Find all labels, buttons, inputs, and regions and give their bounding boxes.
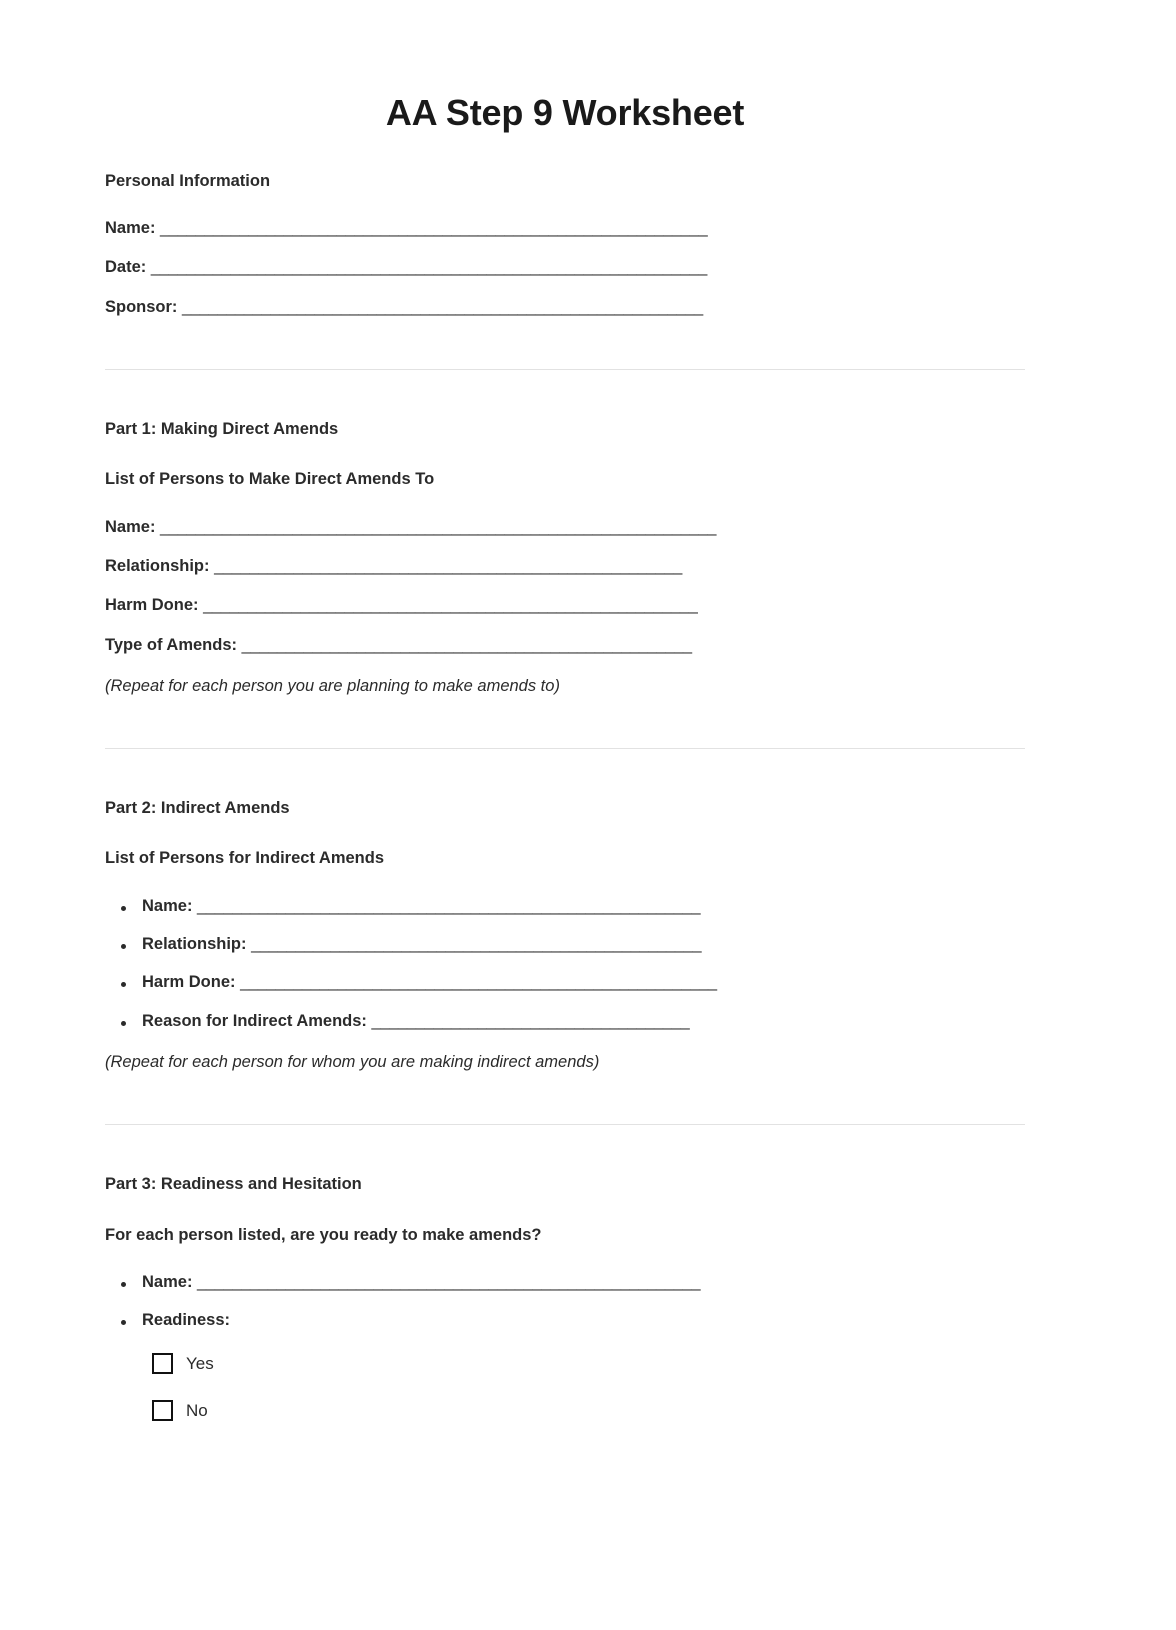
part2-field-line-relationship[interactable]: ___________________________________________________ xyxy=(251,935,702,954)
part2-heading: Part 2: Indirect Amends xyxy=(105,799,290,818)
part1-repeat-note: (Repeat for each person you are planning to make amends to) xyxy=(105,676,560,695)
part2-field-line-harm-done[interactable]: ______________________________________________________ xyxy=(240,973,717,992)
part1-field-line-name[interactable]: _______________________________________________________________ xyxy=(160,517,717,536)
field-line-name[interactable]: ______________________________________________________________ xyxy=(160,219,708,238)
part2-field-label-name: Name: xyxy=(142,896,193,915)
part1-field-row-harm-done xyxy=(105,594,1025,616)
part1-field-line-relationship[interactable]: _____________________________________________________ xyxy=(214,556,682,575)
part2-list-item-relationship xyxy=(105,933,1025,955)
part3-field-label-readiness: Readiness: xyxy=(142,1311,231,1330)
part3-list-item-readiness xyxy=(105,1309,1025,1331)
personal-information-heading: Personal Information xyxy=(105,171,271,190)
part1-field-line-harm-done[interactable]: ________________________________________________________ xyxy=(203,596,698,615)
readiness-checkbox-no[interactable] xyxy=(105,1400,1025,1421)
part2-field-line-reason[interactable]: ____________________________________ xyxy=(371,1011,690,1030)
checkbox-label-no: No xyxy=(186,1400,208,1420)
field-label-date: Date: xyxy=(105,258,147,277)
part3-list-item-name xyxy=(105,1271,1025,1293)
part3-field-line-name[interactable]: _________________________________________________________ xyxy=(197,1273,701,1292)
part3-field-label-name: Name: xyxy=(142,1273,193,1292)
part2-field-list xyxy=(105,895,1025,1032)
part3-heading: Part 3: Readiness and Hesitation xyxy=(105,1175,362,1194)
part3-field-list xyxy=(105,1271,1025,1332)
part2-subheading: List of Persons for Indirect Amends xyxy=(105,849,385,868)
part2-list-item-name xyxy=(105,895,1025,917)
checkbox-label-yes: Yes xyxy=(186,1353,214,1373)
part1-field-line-type-of-amends[interactable]: ___________________________________________________ xyxy=(241,635,692,654)
checkbox-icon-yes[interactable] xyxy=(152,1353,173,1374)
field-label-sponsor: Sponsor: xyxy=(105,297,178,316)
field-label-name: Name: xyxy=(105,219,156,238)
part1-heading: Part 1: Making Direct Amends xyxy=(105,419,339,438)
part2-list-item-harm-done xyxy=(105,971,1025,993)
part1-field-row-type-of-amends xyxy=(105,634,1025,656)
page-title: AA Step 9 Worksheet xyxy=(385,92,745,133)
field-line-date[interactable]: _______________________________________________________________ xyxy=(150,258,707,277)
field-row-sponsor xyxy=(105,296,1025,318)
field-row-name xyxy=(105,217,1025,239)
part2-field-label-relationship: Relationship: xyxy=(142,935,247,954)
part1-field-row-relationship xyxy=(105,555,1025,577)
part3-subheading: For each person listed, are you ready to make amends? xyxy=(105,1225,542,1244)
checkbox-icon-no[interactable] xyxy=(152,1400,173,1421)
field-line-sponsor[interactable]: ___________________________________________________________ xyxy=(182,297,703,316)
part1-subheading: List of Persons to Make Direct Amends To xyxy=(105,470,435,489)
part1-field-label-name: Name: xyxy=(105,517,156,536)
part1-field-label-harm-done: Harm Done: xyxy=(105,596,199,615)
part1-field-row-name xyxy=(105,516,1025,538)
part1-field-label-relationship: Relationship: xyxy=(105,556,210,575)
part2-repeat-note: (Repeat for each person for whom you are making indirect amends) xyxy=(105,1052,600,1071)
part2-field-line-name[interactable]: _________________________________________________________ xyxy=(197,896,701,915)
part2-field-label-harm-done: Harm Done: xyxy=(142,973,236,992)
field-row-date xyxy=(105,256,1025,278)
part2-field-label-reason: Reason for Indirect Amends: xyxy=(142,1011,367,1030)
part2-list-item-reason xyxy=(105,1010,1025,1032)
part1-field-label-type-of-amends: Type of Amends: xyxy=(105,635,238,654)
worksheet-content xyxy=(105,0,1025,1421)
readiness-checkbox-yes[interactable] xyxy=(105,1353,1025,1374)
